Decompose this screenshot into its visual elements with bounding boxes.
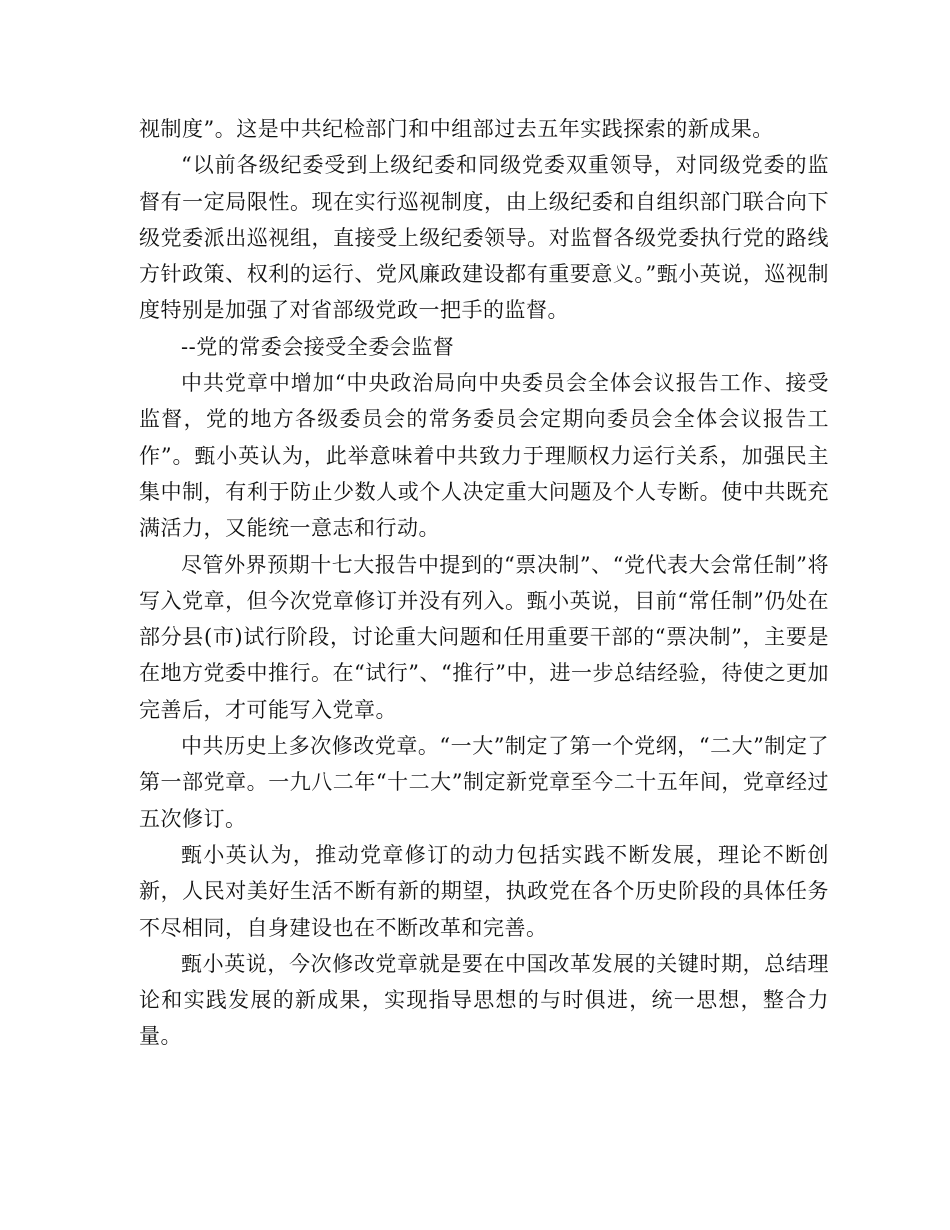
section-heading-standing-committee: --党的常委会接受全委会监督 bbox=[181, 334, 455, 359]
paragraph-quote-zhen: “以前各级纪委受到上级纪委和同级党委双重领导，对同级党委的监督有一定局限性。现在实行巡视制度，由上级纪委和自组织部门联合向下级党委派出巡视组，直接受上级纪委领导。对监督各级党委执行党的路线方针政策、权利的运行、党风廉政建设都有重要意义。”甄小英说，巡视制度特别是加强了对省部级党政一把手的监督。 bbox=[139, 153, 829, 323]
paragraph-history: 中共历史上多次修改党章。“一大”制定了第一个党纲，“二大”制定了第一部党章。一九八二年“十二大”制定新党章至今二十五年间，党章经过五次修订。 bbox=[139, 734, 829, 831]
paragraph-continuation: 视制度”。这是中共纪检部门和中组部过去五年实践探索的新成果。 bbox=[139, 117, 774, 141]
document-body bbox=[139, 111, 829, 1055]
paragraph-voting-system: 尽管外界预期十七大报告中提到的“票决制”、“党代表大会常任制”将写入党章，但今次党章修订并没有列入。甄小英说，目前“常任制”仍处在部分县(市)试行阶段，讨论重大问题和任用重要干部的“票决制”，主要是在地方党委中推行。在“试行”、“推行”中，进一步总结经验，待使之更加完善后，才可能写入党章。 bbox=[139, 552, 829, 722]
paragraph-revision-drivers: 甄小英认为，推动党章修订的动力包括实践不断发展，理论不断创新，人民对美好生活不断有新的期望，执政党在各个历史阶段的具体任务不尽相同，自身建设也在不断改革和完善。 bbox=[139, 842, 829, 940]
paragraph-party-constitution-addition: 中共党章中增加“中央政治局向中央委员会全体会议报告工作、接受监督，党的地方各级委员会的常务委员会定期向委员会全体会议报告工作”。甄小英认为，此举意味着中共致力于理顺权力运行关系，加强民主集中制，有利于防止少数人或个人决定重大问题及个人专断。使中共既充满活力，又能统一意志和行动。 bbox=[139, 371, 829, 541]
paragraph-conclusion: 甄小英说，今次修改党章就是要在中国改革发展的关键时期，总结理论和实践发展的新成果，实现指导思想的与时俱进，统一思想，整合力量。 bbox=[139, 951, 829, 1049]
